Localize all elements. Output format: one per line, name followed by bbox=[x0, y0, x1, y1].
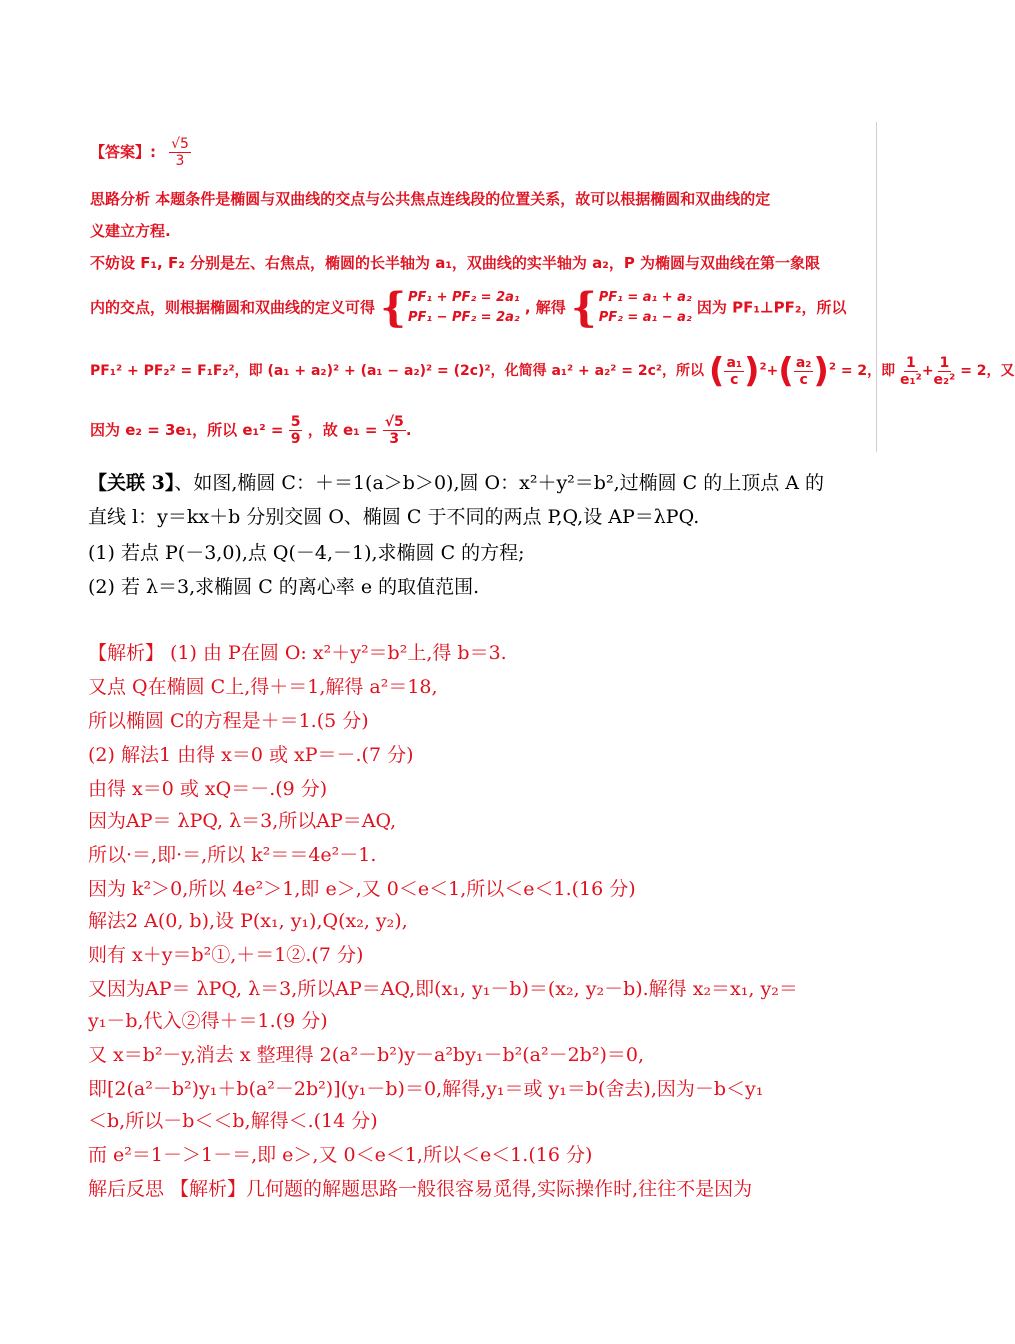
solution-line-12: y₁－b,代入②得＋＝1.(9 分) bbox=[88, 1010, 328, 1032]
system-1-row-2: PF₁ − PF₂ = 2a₂ bbox=[407, 310, 520, 325]
fraction-a2-den: c bbox=[799, 371, 808, 388]
answer-label: 【答案】: bbox=[90, 143, 156, 161]
fraction-e1-den: e₁² bbox=[900, 371, 922, 388]
answer-line-2: 义建立方程. bbox=[90, 222, 171, 240]
equation-system-2: { PF₁ = a₁ + a₂ PF₂ = a₁ − a₂ bbox=[570, 284, 692, 331]
answer-denominator: 3 bbox=[175, 153, 185, 169]
system-1-row-1: PF₁ + PF₂ = 2a₁ bbox=[407, 290, 520, 305]
fraction-a2-num: a₂ bbox=[795, 354, 812, 371]
fraction-3-den: 3 bbox=[389, 431, 400, 447]
system-2-row-2: PF₂ = a₁ − a₂ bbox=[598, 310, 692, 325]
solution-line-10: 则有 x＋y＝b²①,＋＝1②.(7 分) bbox=[88, 944, 364, 966]
problem-line-1 bbox=[88, 468, 824, 495]
problem-question-1: (1) 若点 P(－3,0),点 Q(－4,－1),求椭圆 C 的方程; bbox=[88, 542, 525, 564]
solution-line-8: 因为 k²＞0,所以 4e²＞1,即 e＞,又 0＜e＜1,所以＜e＜1.(16 分) bbox=[88, 878, 636, 900]
equation-system-1: { PF₁ + PF₂ = 2a₁ PF₁ − PF₂ = 2a₂ bbox=[380, 284, 520, 331]
answer-line-6a: 因为 e₂ = 3e₁，所以 e₁² = bbox=[90, 421, 284, 439]
solution-line-17: 解后反思 【解析】几何题的解题思路一般很容易觅得,实际操作时,往往不是因为 bbox=[88, 1178, 753, 1200]
fraction-e2-num: 1 bbox=[939, 354, 950, 371]
answer-fraction bbox=[169, 136, 191, 169]
solution-line-1: 【解析】 (1) 由 P在圆 O: x²＋y²＝b²上,得 b＝3. bbox=[88, 642, 507, 664]
answer-line-4 bbox=[90, 284, 847, 331]
problem-title: 【关联 3】 bbox=[88, 472, 175, 494]
answer-line-4b: , 解得 bbox=[524, 298, 566, 317]
problem-text-1: 、如图,椭圆 C：＋＝1(a＞b＞0),圆 O：x²＋y²＝b²,过椭圆 C 的上顶点 A 的 bbox=[174, 472, 825, 494]
fraction-5-num: 5 bbox=[290, 414, 301, 430]
fraction-sqrt5-num: √5 bbox=[384, 414, 404, 430]
answer-line-6: 因为 e₂ = 3e₁，所以 e₁² = $\frac{5}{9}$ ，故 e₁ = $\frac{√5}{3}$ . bbox=[90, 414, 412, 447]
fraction-e1-num: 1 bbox=[906, 354, 916, 371]
solution-line-3: 所以椭圆 C的方程是＋＝1.(5 分) bbox=[88, 710, 369, 732]
answer-numerator: √5 bbox=[171, 136, 189, 152]
solution-line-11: 又因为AP＝ λPQ, λ＝3,所以AP＝AQ,即(x₁, y₁－b)＝(x₂, y₂－b).解得 x₂＝x₁, y₂＝ bbox=[88, 978, 798, 1000]
solution-line-16: 而 e²＝1－＞1－＝,即 e＞,又 0＜e＜1,所以＜e＜1.(16 分) bbox=[88, 1144, 593, 1166]
fraction-a1-num: a₁ bbox=[726, 354, 743, 371]
solution-line-9: 解法2 A(0, b),设 P(x₁, y₁),Q(x₂, y₂), bbox=[88, 910, 408, 932]
solution-line-13: 又 x＝b²－y,消去 x 整理得 2(a²－b²)y－a²by₁－b²(a²－2b²)＝0, bbox=[88, 1044, 644, 1066]
fraction-9-den: 9 bbox=[290, 431, 301, 447]
answer-line-5: PF₁² + PF₂² = F₁F₂²，即 (a₁ + a₂)² + (a₁ − a₂)² = (2c)²，化简得 a₁² + a₂² = 2c²，所以 ( $\frac{\text{a₁}}{c}$ )$^2$+( $\frac{\text{a₂}}{c}$ )$^2$ = 2，即 $\frac{1}{\text{e₁²}}$ + $\frac{1}{\text{e₂²}}$ = 2，又 bbox=[90, 351, 1015, 391]
solution-line-14: 即[2(a²－b²)y₁＋b(a²－2b²)](y₁－b)＝0,解得,y₁＝或 y₁＝b(舍去),因为－b＜y₁ bbox=[88, 1078, 764, 1100]
answer-line-1: 思路分析 本题条件是椭圆与双曲线的交点与公共焦点连线段的位置关系，故可以根据椭圆和双曲线的定 bbox=[90, 190, 771, 208]
answer-line-4c: 因为 PF₁⊥PF₂，所以 bbox=[696, 298, 847, 317]
problem-question-2: (2) 若 λ＝3,求椭圆 C 的离心率 e 的取值范围. bbox=[88, 576, 480, 598]
answer-line-5c: = 2，又 bbox=[960, 363, 1015, 379]
answer-line-3: 不妨设 F₁, F₂ 分别是左、右焦点，椭圆的长半轴为 a₁，双曲线的实半轴为 a₂，P 为椭圆与双曲线在第一象限 bbox=[90, 254, 821, 272]
fraction-e2-den: e₂² bbox=[933, 371, 956, 388]
problem-line-2: 直线 l：y＝kx＋b 分别交圆 O、椭圆 C 于不同的两点 P,Q,设 AP＝λPQ. bbox=[88, 506, 700, 528]
answer-row bbox=[90, 136, 191, 169]
solution-line-7: 所以·＝,即·＝,所以 k²＝＝4e²－1. bbox=[88, 844, 377, 866]
solution-line-5: 由得 x＝0 或 xQ＝－.(9 分) bbox=[88, 778, 328, 800]
answer-line-5b: = 2，即 bbox=[840, 363, 896, 379]
answer-line-4a: 内的交点，则根据椭圆和双曲线的定义可得 bbox=[90, 298, 376, 317]
solution-line-15: ＜b,所以－b＜＜b,解得＜.(14 分) bbox=[88, 1110, 378, 1132]
solution-line-2: 又点 Q在椭圆 C上,得＋＝1,解得 a²＝18, bbox=[88, 676, 438, 698]
solution-line-6: 因为AP＝ λPQ, λ＝3,所以AP＝AQ, bbox=[88, 810, 397, 832]
answer-line-6b: ，故 e₁ = bbox=[307, 421, 378, 439]
fraction-a1-den: c bbox=[730, 371, 739, 388]
system-2-row-1: PF₁ = a₁ + a₂ bbox=[598, 290, 692, 305]
answer-line-5a: PF₁² + PF₂² = F₁F₂²，即 (a₁ + a₂)² + (a₁ − a₂)² = (2c)²，化简得 a₁² + a₂² = 2c²，所以 bbox=[90, 363, 705, 379]
solution-line-4: (2) 解法1 由得 x＝0 或 xP＝－.(7 分) bbox=[88, 744, 414, 766]
answer-box bbox=[80, 122, 1015, 452]
